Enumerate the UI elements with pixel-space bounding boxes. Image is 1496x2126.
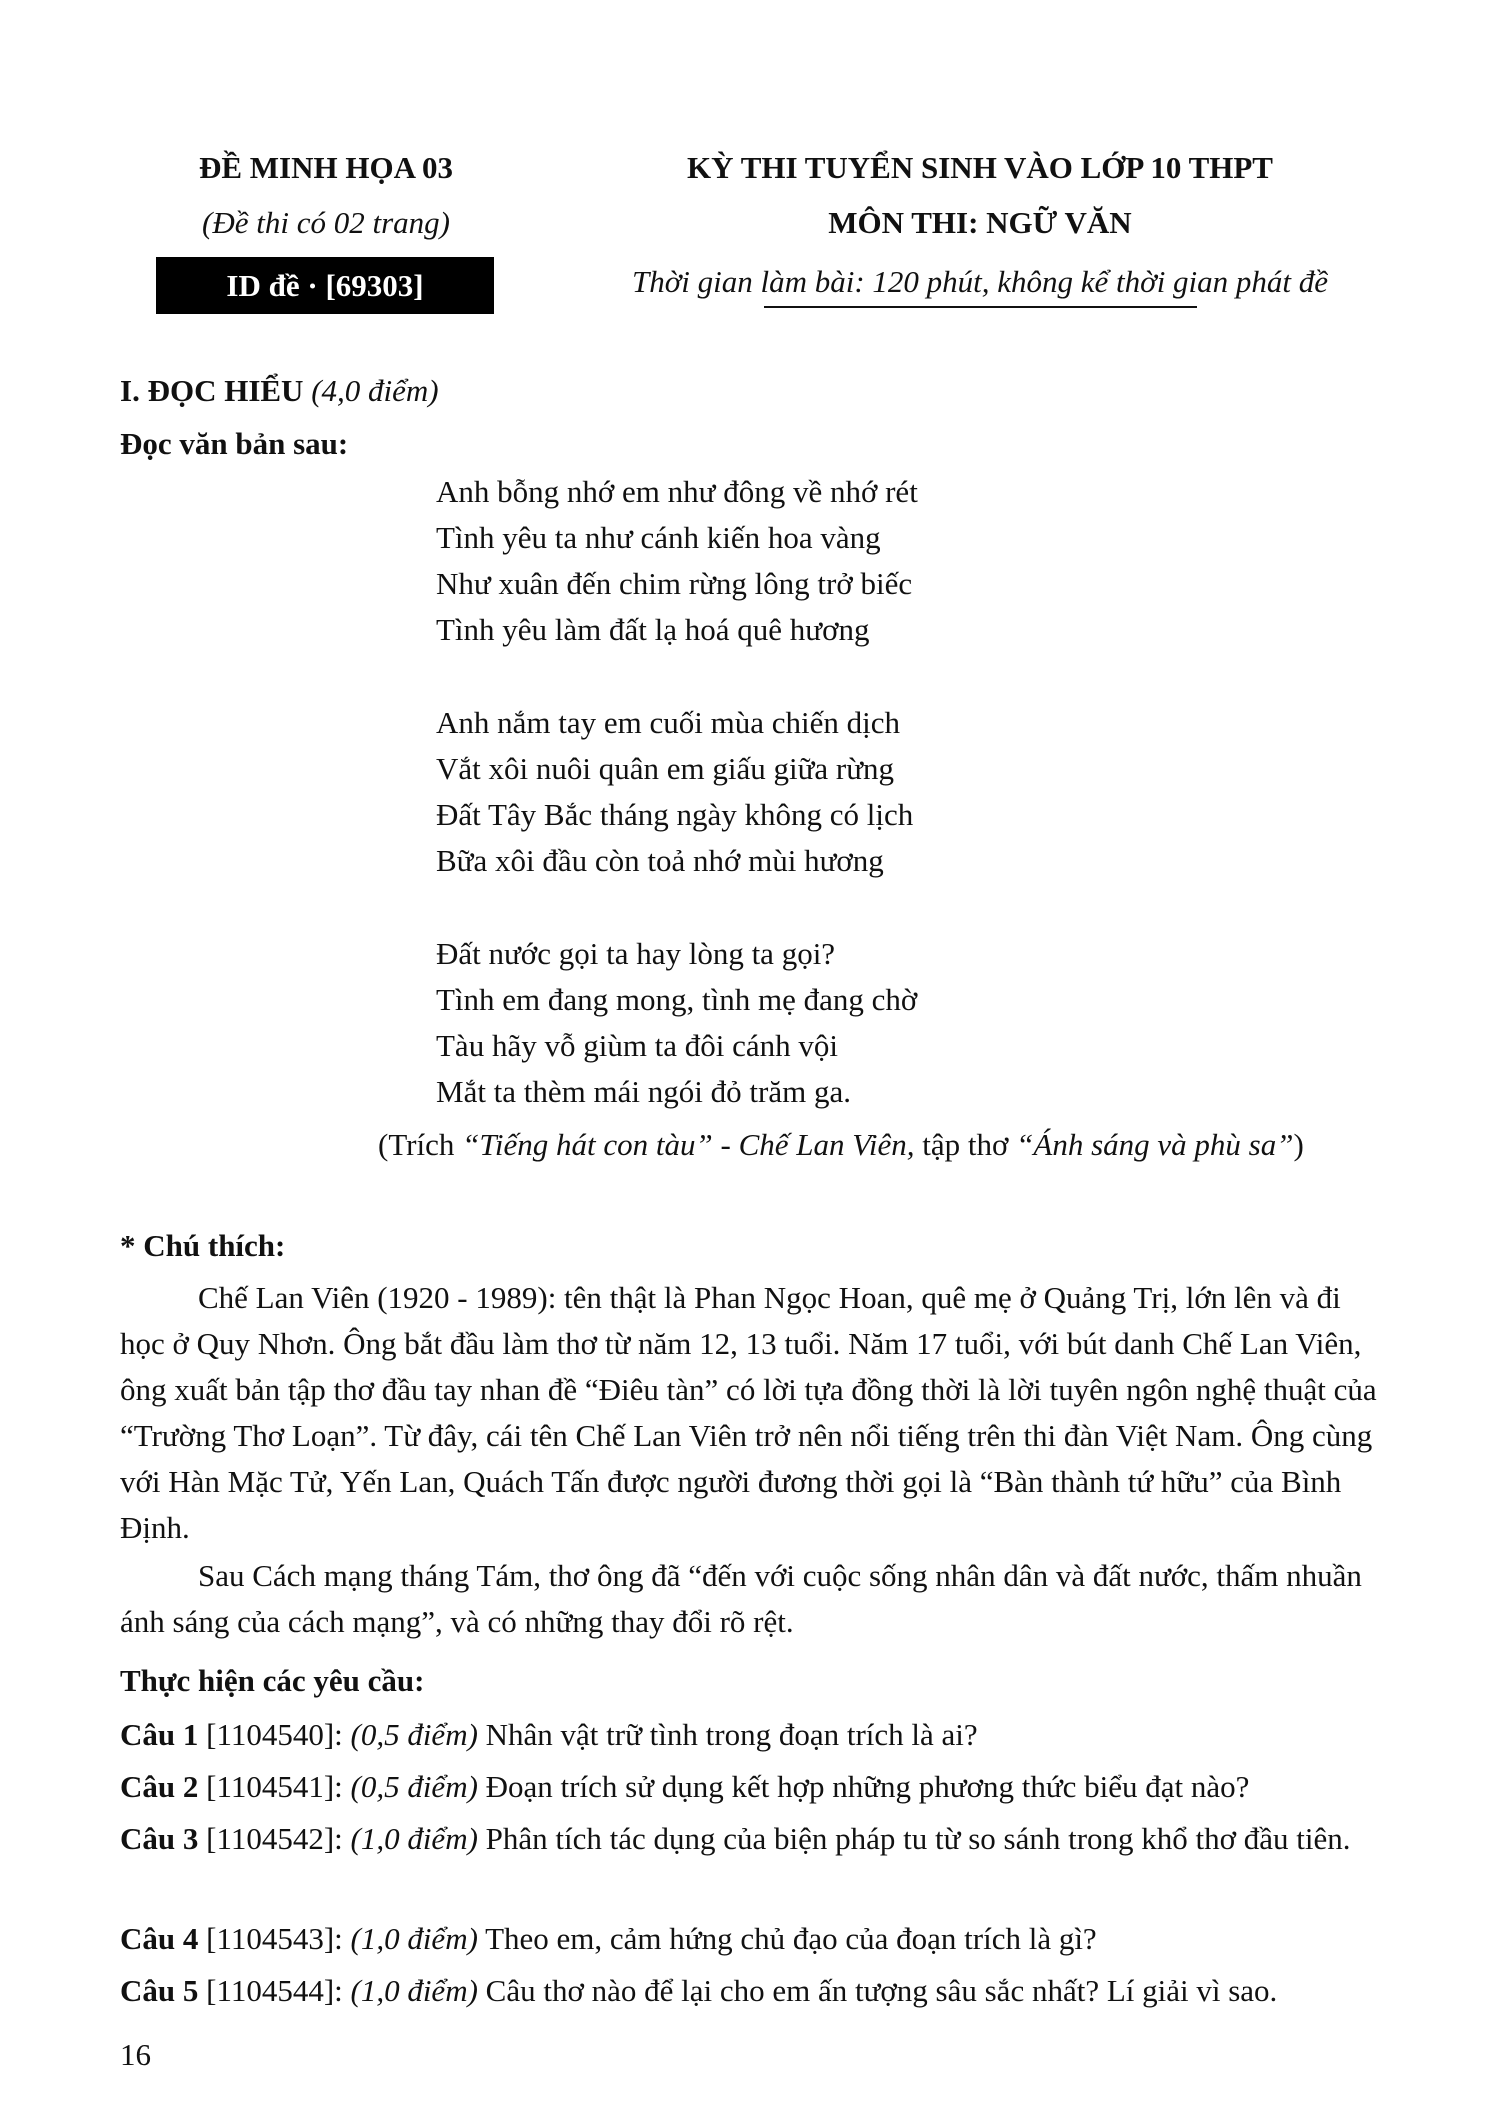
question-points: (1,0 điểm): [350, 1921, 478, 1956]
read-instruction: Đọc văn bản sau:: [120, 426, 349, 461]
poem-line: Tình yêu làm đất lạ hoá quê hương: [436, 612, 870, 647]
poem-line: Vắt xôi nuôi quân em giấu giữa rừng: [436, 751, 895, 786]
exam-id-badge: ID đề · [69303]: [156, 257, 494, 314]
question-item: [120, 1816, 1382, 1862]
question-label: Câu 2: [120, 1769, 199, 1804]
poem-line: Như xuân đến chim rừng lông trở biếc: [436, 566, 913, 601]
question-item: [120, 1968, 1382, 2014]
section-title: I. ĐỌC HIỂU: [120, 373, 304, 408]
page-count-note: (Đề thi có 02 trang): [202, 205, 450, 240]
poem-line: Tình em đang mong, tình mẹ đang chờ: [436, 982, 918, 1017]
question-text: Theo em, cảm hứng chủ đạo của đoạn trích là gì?: [477, 1921, 1097, 1956]
note-paragraph: Sau Cách mạng tháng Tám, thơ ông đã “đến với cuộc sống nhân dân và đất nước, thấm nhuần ánh sáng của cách mạng”, và có những thay đổi rõ rệt.: [120, 1558, 1362, 1639]
question-text: Đoạn trích sử dụng kết hợp những phương thức biểu đạt nào?: [477, 1769, 1250, 1804]
question-points: (0,5 điểm): [350, 1717, 478, 1752]
question-id: [1104540]:: [198, 1717, 351, 1752]
exam-subject: MÔN THI: NGỮ VĂN: [828, 205, 1132, 240]
question-item: [120, 1764, 1382, 1810]
poem-line: Tàu hãy vỗ giùm ta đôi cánh vội: [436, 1028, 839, 1063]
question-id: [1104542]:: [198, 1821, 351, 1856]
requirements-heading: Thực hiện các yêu cầu:: [120, 1663, 425, 1698]
question-points: (0,5 điểm): [350, 1769, 478, 1804]
question-item: [120, 1712, 1382, 1758]
question-id: [1104543]:: [198, 1921, 351, 1956]
question-id: [1104544]:: [198, 1973, 351, 2008]
question-points: (1,0 điểm): [350, 1821, 478, 1856]
question-label: Câu 4: [120, 1921, 199, 1956]
citation-work: “Tiếng hát con tàu” - Chế Lan Viên,: [462, 1127, 915, 1162]
section-points: (4,0 điểm): [311, 373, 439, 408]
question-text: Nhân vật trữ tình trong đoạn trích là ai?: [477, 1717, 978, 1752]
question-item: [120, 1916, 1382, 1962]
question-id: [1104541]:: [198, 1769, 351, 1804]
citation-middle: tập thơ: [914, 1127, 1017, 1162]
page-number: 16: [120, 2037, 151, 2072]
exam-title: KỲ THI TUYỂN SINH VÀO LỚP 10 THPT: [687, 150, 1273, 185]
note-heading: * Chú thích:: [120, 1228, 286, 1263]
citation-close: ): [1293, 1127, 1304, 1162]
question-label: Câu 5: [120, 1973, 199, 2008]
section-heading: [120, 368, 439, 414]
poem-line: Đất Tây Bắc tháng ngày không có lịch: [436, 797, 914, 832]
poem-line: Tình yêu ta như cánh kiến hoa vàng: [436, 520, 881, 555]
poem-line: Anh bỗng nhớ em như đông về nhớ rét: [436, 474, 918, 509]
citation-open: (Trích: [378, 1127, 463, 1162]
poem-line: Đất nước gọi ta hay lòng ta gọi?: [436, 936, 836, 971]
question-points: (1,0 điểm): [350, 1973, 478, 2008]
question-label: Câu 3: [120, 1821, 199, 1856]
citation-collection: “Ánh sáng và phù sa”: [1016, 1127, 1294, 1162]
question-text: Phân tích tác dụng của biện pháp tu từ so sánh trong khổ thơ đầu tiên.: [477, 1821, 1351, 1856]
header-underline: [764, 306, 1197, 308]
poem-line: Mắt ta thèm mái ngói đỏ trăm ga.: [436, 1074, 851, 1109]
question-label: Câu 1: [120, 1717, 199, 1752]
poem-line: Anh nắm tay em cuối mùa chiến dịch: [436, 705, 901, 740]
question-text: Câu thơ nào để lại cho em ấn tượng sâu sắc nhất? Lí giải vì sao.: [477, 1973, 1278, 2008]
note-paragraph: Chế Lan Viên (1920 - 1989): tên thật là Phan Ngọc Hoan, quê mẹ ở Quảng Trị, lớn lên và đi học ở Quy Nhơn. Ông bắt đầu làm thơ từ năm 12, 13 tuổi. Năm 17 tuổi, với bút danh Chế Lan Viên, ông xuất bản tập thơ đầu tay nhan đề “Điêu tàn” có lời tựa đồng thời là lời tuyên ngôn nghệ thuật của “Trường Thơ Loạn”. Từ đây, cái tên Chế Lan Viên trở nên nổi tiếng trên thi đàn Việt Nam. Ông cùng với Hàn Mặc Tử, Yến Lan, Quách Tấn được người đương thời gọi là “Bàn thành tứ hữu” của Bình Định.: [120, 1280, 1377, 1545]
exam-code-title: ĐỀ MINH HỌA 03: [198, 150, 454, 185]
poem-line: Bữa xôi đầu còn toả nhớ mùi hương: [436, 843, 884, 878]
exam-time-note: Thời gian làm bài: 120 phút, không kể thời gian phát đề: [631, 264, 1329, 299]
poem-citation: [378, 1122, 1304, 1168]
